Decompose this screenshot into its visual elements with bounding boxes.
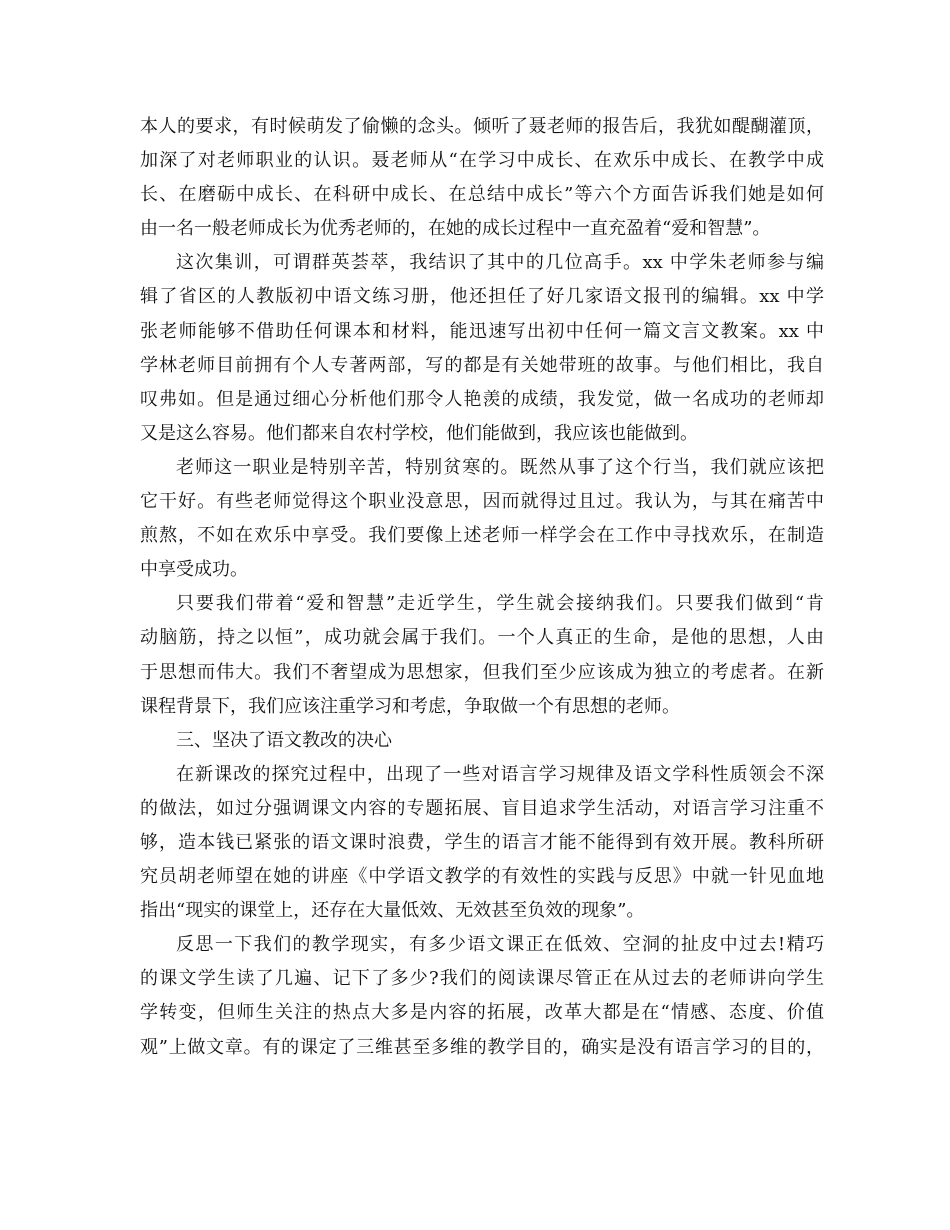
text-line: 指出“现实的课堂上，还存在大量低效、无效甚至负效的现象”。 (140, 900, 645, 922)
text-line: 叹弗如。但是通过细心分析他们那令人艳羡的成绩，我发觉，做一名成功的老师却 (140, 388, 824, 410)
text-line: 由一名一般老师成长为优秀老师的，在她的成长过程中一直充盈着“爱和智慧”。 (140, 218, 771, 240)
text-line: 动脑筋，持之以恒”，成功就会属于我们。一个人真正的生命，是他的思想，人由 (140, 627, 824, 649)
text-line: 课程背景下，我们应该注重学习和考虑，争取做一个有思想的老师。 (140, 695, 680, 717)
text-line: 于思想而伟大。我们不奢望成为思想家，但我们至少应该成为独立的考虑者。在新 (140, 661, 824, 683)
text-line: 究员胡老师望在她的讲座《中学语文教学的有效性的实践与反思》中就一针见血地 (140, 866, 824, 888)
text-line: 的课文学生读了几遍、记下了多少?我们的阅读课尽管正在从过去的老师讲向学生 (140, 968, 824, 990)
text-line: 加深了对老师职业的认识。聂老师从“在学习中成长、在欢乐中成长、在教学中成 (140, 150, 824, 172)
text-line: 只要我们带着“爱和智慧”走近学生，学生就会接纳我们。只要我们做到“肯 (176, 593, 824, 615)
text-line: 本人的要求，有时候萌发了偷懒的念头。倾听了聂老师的报告后，我犹如醍醐灌顶， (140, 116, 824, 137)
text-line: 中享受成功。 (140, 559, 248, 581)
text-line: 的做法，如过分强调课文内容的专题拓展、盲目追求学生活动，对语言学习注重不 (140, 797, 824, 819)
text-line: 学转变，但师生关注的热点大多是内容的拓展，改革大都是在“情感、态度、价值 (140, 1002, 824, 1024)
text-line: 煎熬，不如在欢乐中享受。我们要像上述老师一样学会在工作中寻找欢乐，在制造 (140, 525, 824, 547)
text-line: 三、坚决了语文教改的决心 (176, 729, 392, 751)
text-line: 够，造本钱已紧张的语文课时浪费，学生的语言才能不能得到有效开展。教科所研 (140, 831, 824, 853)
text-line: 辑了省区的人教版初中语文练习册，他还担任了好几家语文报刊的编辑。xx 中学 (140, 286, 824, 308)
text-line: 学林老师目前拥有个人专著两部，写的都是有关她带班的故事。与他们相比，我自 (140, 354, 824, 376)
text-line: 这次集训，可谓群英荟萃，我结识了其中的几位高手。xx 中学朱老师参与编 (176, 252, 824, 274)
text-line: 它干好。有些老师觉得这个职业没意思，因而就得过且过。我认为，与其在痛苦中 (140, 491, 824, 513)
text-line: 张老师能够不借助任何课本和材料，能迅速写出初中任何一篇文言文教案。xx 中 (140, 320, 824, 342)
text-line: 又是这么容易。他们都来自农村学校，他们能做到，我应该也能做到。 (140, 422, 698, 444)
text-line: 反思一下我们的教学现实，有多少语文课正在低效、空洞的扯皮中过去!精巧 (176, 934, 824, 956)
text-line: 观”上做文章。有的课定了三维甚至多维的教学目的，确实是没有语言学习的目的， (140, 1036, 824, 1058)
text-line: 老师这一职业是特别辛苦，特别贫寒的。既然从事了这个行当，我们就应该把 (176, 456, 824, 478)
text-line: 在新课改的探究过程中，出现了一些对语言学习规律及语文学科性质领会不深 (176, 763, 824, 785)
document-page (140, 110, 824, 1065)
text-line: 长、在磨砺中成长、在科研中成长、在总结中成长”等六个方面告诉我们她是如何 (140, 184, 824, 206)
